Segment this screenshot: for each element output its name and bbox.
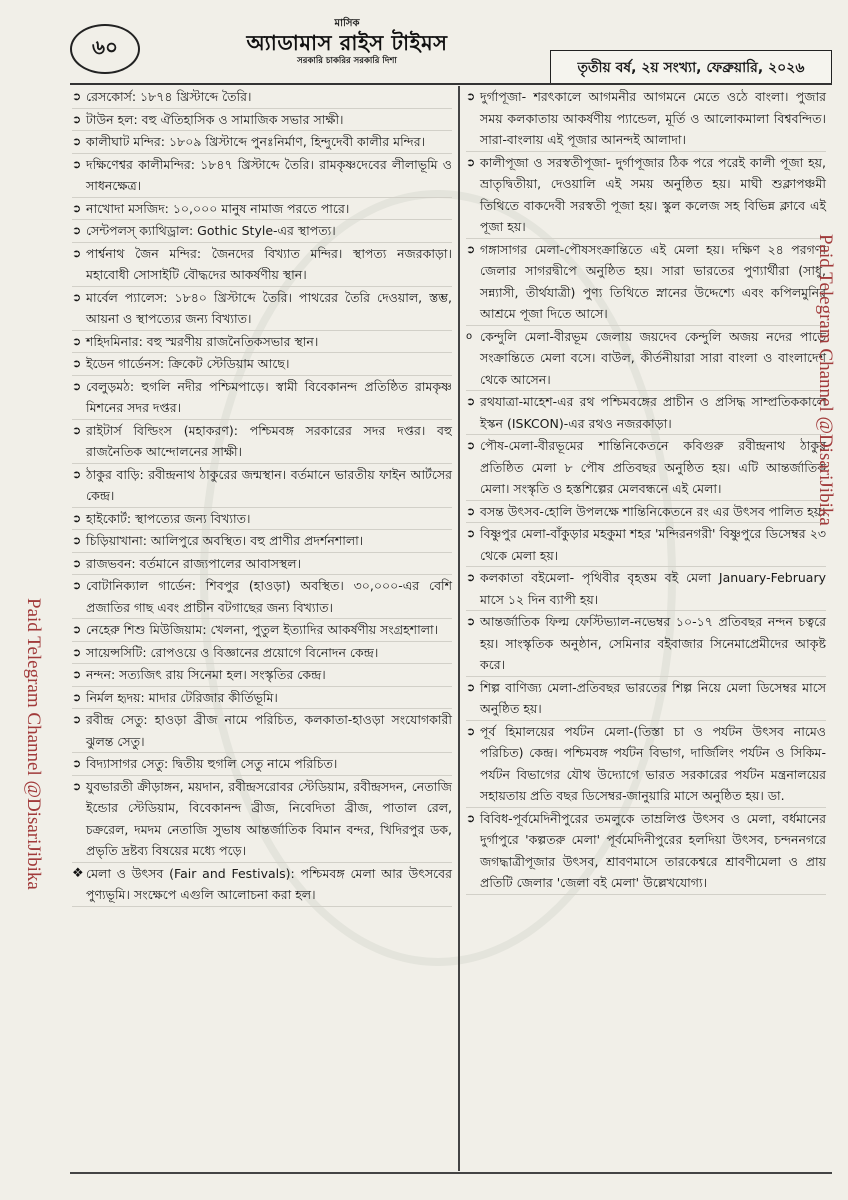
list-item: [466, 611, 826, 677]
issue-info: তৃতীয় বর্ষ, ২য় সংখ্যা, ফেব্রুয়ারি, ২০২৬: [550, 50, 832, 85]
item-text: চিড়িয়াখানা: আলিপুরে অবস্থিত। বহু প্রাণীর প্রদর্শনশালা।: [86, 533, 364, 548]
item-text: যুবভারতী ক্রীড়াঙ্গন, ময়দান, রবীন্দ্রসরোবর স্টেডিয়াম, রবীন্দ্রসদন, নেতাজি ইন্ডোর স্টেডিয়াম, বিবেকানন্দ ব্রীজ, নিবেদিতা ব্রীজ, পাতাল রেল, চক্ররেল, দমদম নেতাজি সুভাষ আন্তর্জাতিক বিমান বন্দর, খিদিরপুর ডক, প্রভৃতি দ্রষ্টব্য বিষয়ের মধ্যে পড়ে।: [86, 778, 452, 858]
list-item: [72, 687, 452, 710]
bullet-icon: ➲: [466, 155, 476, 169]
brand-pre-label: মাসিক: [334, 18, 360, 29]
bullet-icon: ➲: [72, 579, 82, 592]
item-text: শিল্প বাণিজ্য মেলা-প্রতিবছর ভারতের শিল্প নিয়ে মেলা ডিসেম্বর মাসে অনুষ্ঠিত হয়।: [480, 679, 826, 716]
bullet-icon: ➲: [72, 334, 82, 348]
item-text: বিদ্যাসাগর সেতু: দ্বিতীয় হুগলি সেতু নামে পরিচিত।: [86, 756, 338, 771]
list-item: [72, 198, 452, 221]
list-item: [72, 220, 452, 243]
page-number: ৬০: [70, 24, 140, 74]
list-item: [466, 435, 826, 501]
list-item: [72, 619, 452, 642]
list-item: [72, 243, 452, 287]
item-text: কালীঘাট মন্দির: ১৮০৯ খ্রিস্টাব্দে পুনঃনির্মাণ, হিন্দুদেবী কালীর মন্দির।: [86, 134, 426, 149]
bullet-icon: ➲: [72, 556, 82, 570]
bullet-icon: ➲: [72, 779, 82, 793]
list-item: [72, 863, 452, 907]
list-item: [72, 575, 452, 619]
item-text: হাইকোর্ট: স্থাপত্যের জন্য বিখ্যাত।: [86, 510, 251, 526]
bullet-icon: ➲: [466, 680, 476, 694]
left-column: [72, 86, 452, 907]
list-item: [466, 239, 826, 326]
list-item: [72, 86, 452, 109]
bullet-icon: ➲: [72, 357, 82, 370]
list-item: [466, 152, 826, 239]
bullet-icon: ➲: [72, 645, 82, 659]
list-item: [72, 508, 452, 531]
bullet-icon: ➲: [72, 201, 82, 215]
watermark-right: Paid Telegram Channel @DisariJibika: [815, 234, 836, 526]
bullet-icon: ➲: [72, 224, 82, 237]
right-column: [466, 86, 826, 895]
bullet-icon: o: [466, 330, 473, 342]
page-header: [70, 18, 830, 84]
item-text: দুর্গাপূজা- শরৎকালে আগমনীর আগমনে মেতে ওঠে বাংলা। পুজার সময় কলকাতায় আকর্ষণীয় প্যান্ডেল, মূর্তি ও আলোকমালা বিশ্ববন্দিত। সারা-বাংলায় এই পূজার আনন্দই আলাদা।: [480, 89, 826, 147]
bullet-icon: ➲: [72, 112, 82, 126]
bullet-icon: ➲: [466, 571, 476, 584]
list-item: [466, 391, 826, 435]
item-text: রথযাত্রা-মাহেশ-এর রথ পশ্চিমবঙ্গের প্রাচীন ও প্রসিদ্ধ সাম্প্রতিককালে ইস্কন (ISKCON)-এর রথও নজরকাড়া।: [480, 394, 826, 431]
item-text: পূর্ব হিমালয়ের পর্যটন মেলা-(তিস্তা চা ও পর্যটন উৎসব নামেও পরিচিত) কেন্দ্র। পশ্চিমবঙ্গ পর্যটন বিভাগ, দার্জিলিং পর্যটন ও সিকিম-পর্যটন বিভাগের যৌথ উদ্যোগে ভারত সরকারের পর্যটন মন্ত্রনালয়ের সহায়তায় প্রতি বছর ডিসেম্বর-জানুয়ারি মাসে অনুষ্ঠিত হয়। ডা.: [480, 723, 826, 803]
list-item: [466, 501, 826, 524]
brand-tagline: সরকারি চাকরির সরকারি দিশা: [297, 56, 397, 66]
bullet-icon: ➲: [466, 615, 476, 628]
item-text: আন্তর্জাতিক ফিল্ম ফেস্টিভ্যাল-নভেম্বর ১০-১৭ প্রতিবছর নন্দন চত্বরে হয়। সাংস্কৃতিক অনুষ্ঠান, সেমিনার বইবাজার সিনেমাপ্রেমীদের আকৃষ্ট করে।: [480, 614, 826, 672]
bullet-icon: ➲: [72, 668, 82, 681]
item-text: ইডেন গার্ডেনস: ক্রিকেট স্টেডিয়াম আছে।: [86, 356, 290, 371]
list-item: [72, 420, 452, 464]
list-item: [466, 721, 826, 808]
watermark-left: Paid Telegram Channel @DisariJibika: [23, 598, 44, 890]
list-item: [72, 709, 452, 753]
item-text: রেসকোর্স: ১৮৭৪ খ্রিস্টাব্দে তৈরি।: [86, 89, 252, 104]
bullet-icon: ➲: [466, 242, 476, 256]
item-text: কেন্দুলি মেলা-বীরভূম জেলায় জয়দেব কেন্দুলি অজয় নদের পাড়ে সংক্রান্তিতে মেলা বসে। বাউল, কীর্তনীয়ারা সারা বাংলা ও বাংলাদেশ থেকে আসেন।: [480, 328, 826, 387]
bullet-icon: ➲: [466, 504, 476, 518]
list-item: [72, 131, 452, 154]
list-item: [466, 326, 826, 392]
bullet-icon: ➲: [72, 534, 82, 547]
item-text: মেলা ও উৎসব (Fair and Festivals): পশ্চিমবঙ্গ মেলা আর উৎসবের পুণ্যভূমি। সংক্ষেপে এগুলি আলোচনা করা হল।: [86, 865, 452, 902]
item-text: মার্বেল প্যালেস: ১৮৪০ খ্রিস্টাব্দে তৈরি। পাথরের তৈরি দেওয়াল, স্তম্ভ, আয়না ও স্থাপত্যের জন্য বিখ্যাত।: [86, 289, 452, 326]
bullet-icon: ➲: [72, 713, 82, 726]
item-text: পৌষ-মেলা-বীরভূমের শান্তিনিকেতনে কবিগুরু রবীন্দ্রনাথ ঠাকুর প্রতিষ্ঠিত মেলা ৮ পৌষ প্রতিবছর অনুষ্ঠিত হয়। এটি আন্তর্জাতিক মেলা। সংস্কৃতি ও হস্তশিল্পের মেলবন্ধনে এই মেলা।: [480, 438, 826, 496]
bullet-icon: ➲: [72, 135, 82, 148]
item-text: নন্দন: সত্যজিৎ রায় সিনেমা হল। সংস্কৃতির কেন্দ্র।: [86, 667, 326, 682]
item-text: বসন্ত উৎসব-হোলি উপলক্ষে শান্তিনিকেতনে রং এর উৎসব পালিত হয়।: [480, 503, 826, 519]
bullet-icon: ➲: [466, 527, 476, 540]
item-text: রাজভবন: বর্তমানে রাজ্যপালের আবাসস্থল।: [86, 555, 302, 571]
bullet-icon: ➲: [466, 811, 476, 825]
bullet-icon: ➲: [466, 395, 476, 408]
item-text: কালীপূজা ও সরস্বতীপূজা- দুর্গাপূজার ঠিক পরে পরেই কালী পূজা হয়, ভ্রাতৃদ্বিতীয়া, দেওয়ালি এই সময় অনুষ্ঠিত হয়। মাঘী শুক্লাপঞ্চমী তিথিতে বাকদেবী সরস্বতী পূজা হয়। স্কুল কলেজ সহ বিভিন্ন ক্লাবে এই পূজা হয়।: [480, 154, 826, 234]
list-item: [466, 567, 826, 611]
item-text: দক্ষিণেশ্বর কালীমন্দির: ১৮৪৭ খ্রিস্টাব্দে তৈরি। রামকৃষ্ণদেবের লীলাভূমি ও সাধনক্ষেত্র।: [86, 156, 452, 193]
list-item: [72, 376, 452, 420]
brand-block: [232, 18, 462, 67]
bullet-icon: ➲: [466, 90, 476, 103]
list-item: [72, 753, 452, 776]
list-item: [72, 530, 452, 553]
item-text: নেহেরু শিশু মিউজিয়াম: খেলনা, পুতুল ইত্যাদির আকর্ষণীয় সংগ্রহশালা।: [86, 622, 439, 637]
bullet-icon: ➲: [72, 467, 82, 481]
list-item: [72, 553, 452, 576]
item-text: সায়েন্সসিটি: রোপওয়ে ও বিজ্ঞানের প্রয়োগে বিনোদন কেন্দ্র।: [86, 644, 379, 660]
item-text: কলকাতা বইমেলা- পৃথিবীর বৃহত্তম বই মেলা January-February মাসে ১২ দিন ব্যাপী হয়।: [480, 570, 826, 607]
item-text: রবীন্দ্র সেতু: হাওড়া ব্রীজ নামে পরিচিত, কলকাতা-হাওড়া সংযোগকারী ঝুলন্ত সেতু।: [86, 712, 452, 749]
item-text: শহিদমিনার: বহু স্মরণীয় রাজনৈতিকসভার স্থান।: [86, 333, 319, 349]
bullet-icon: ➲: [72, 90, 82, 103]
bullet-icon: ➲: [72, 511, 82, 525]
item-text: বোটানিক্যাল গার্ডেন: শিবপুর (হাওড়া) অবস্থিত। ৩০,০০০-এর বেশি প্রজাতির গাছ এবং প্রাচীন বটগাছের জন্য বিখ্যাত।: [86, 578, 452, 615]
brand-name: অ্যাডামাস রাইস টাইমস: [246, 30, 448, 55]
header-rule: [70, 83, 832, 85]
item-text: পার্শ্বনাথ জৈন মন্দির: জৈনদের বিখ্যাত মন্দির। স্থাপত্য নজরকাড়া। মহাবোধী সোসাইটি বৌদ্ধদের আকর্ষণীয় স্থান।: [86, 245, 452, 282]
bullet-icon: ❖: [72, 865, 84, 881]
footer-rule: [70, 1172, 832, 1174]
item-text: টাউন হল: বহু ঐতিহাসিক ও সামাজিক সভার সাক্ষী।: [86, 111, 344, 127]
item-text: বেলুড়মঠ: হুগলি নদীর পশ্চিমপাড়ে। স্বামী বিবেকানন্দ প্রতিষ্ঠিত রামকৃষ্ণ মিশনের সদর দপ্তর।: [86, 378, 452, 415]
item-text: নির্মল হৃদয়: মাদার টেরিজার কীর্তিভূমি।: [86, 689, 278, 705]
bullet-icon: ➲: [72, 623, 82, 636]
list-item: [466, 677, 826, 721]
list-item: [72, 287, 452, 331]
item-text: বিষ্ণুপুর মেলা-বাঁকুড়ার মহকুমা শহর 'মন্দিরনগরী' বিষ্ণুপুরে ডিসেম্বর ২৩ থেকে মেলা হয়।: [480, 526, 826, 563]
bullet-icon: ➲: [72, 157, 82, 171]
bullet-icon: ➲: [72, 757, 82, 770]
list-item: [72, 154, 452, 198]
column-divider: [458, 86, 460, 1171]
bullet-icon: ➲: [72, 290, 82, 304]
list-item: [72, 642, 452, 665]
item-text: সেন্টপলস্ ক্যাথিড্রাল: Gothic Style-এর স্থাপত্য।: [86, 223, 336, 238]
item-text: ঠাকুর বাড়ি: রবীন্দ্রনাথ ঠাকুরের জন্মস্থান। বর্তমানে ভারতীয় ফাইন আর্টসের কেন্দ্র।: [86, 466, 452, 503]
bullet-icon: ➲: [72, 690, 82, 704]
list-item: [72, 353, 452, 376]
bullet-icon: ➲: [466, 439, 476, 452]
item-text: গঙ্গাসাগর মেলা-পৌষসংক্রান্তিতে এই মেলা হয়। দক্ষিণ ২৪ পরগণা জেলার সাগরদ্বীপে অনুষ্ঠিত হয়। সারা ভারতের পুণ্যার্থীরা (সাধু, সন্ন্যাসী, তীর্থযাত্রী) পুণ্য তিথিতে স্নানের উদ্দেশ্যে এবং কপিলমুনির আশ্রমে পূজা দিতে আসে।: [480, 241, 826, 321]
list-item: [466, 523, 826, 567]
bullet-icon: ➲: [72, 379, 82, 393]
list-item: [466, 86, 826, 152]
list-item: [72, 464, 452, 508]
list-item: [72, 109, 452, 132]
list-item: [72, 331, 452, 354]
list-item: [72, 776, 452, 863]
bullet-icon: ➲: [466, 724, 476, 738]
list-item: [466, 808, 826, 895]
bullet-icon: ➲: [72, 423, 82, 437]
bullet-icon: ➲: [72, 246, 82, 260]
item-text: বিবিধ-পূর্বমেদিনীপুরের তমলুকে তাম্রলিপ্ত উৎসব ও মেলা, বর্ধমানের দুর্গাপুরে 'কল্পতরু মেলা' পূর্বমেদিনীপুরের হলদিয়া উৎসব, চন্দননগরে জগদ্ধাত্রীপূজার উৎসব, শ্রাবণমাসে তারকেশ্বরে শ্রাবণীমেলা ও প্রায় প্রতিটি জেলার 'জেলা বই মেলা' উল্লেখযোগ্য।: [480, 810, 826, 890]
item-text: রাইটার্স বিল্ডিংস (মহাকরণ): পশ্চিমবঙ্গ সরকারের সদর দপ্তর। বহু রাজনৈতিক আন্দোলনের সাক্ষী।: [86, 422, 452, 459]
item-text: নাখোদা মসজিদ: ১০,০০০ মানুষ নামাজ পরতে পারে।: [86, 200, 350, 216]
list-item: [72, 664, 452, 687]
